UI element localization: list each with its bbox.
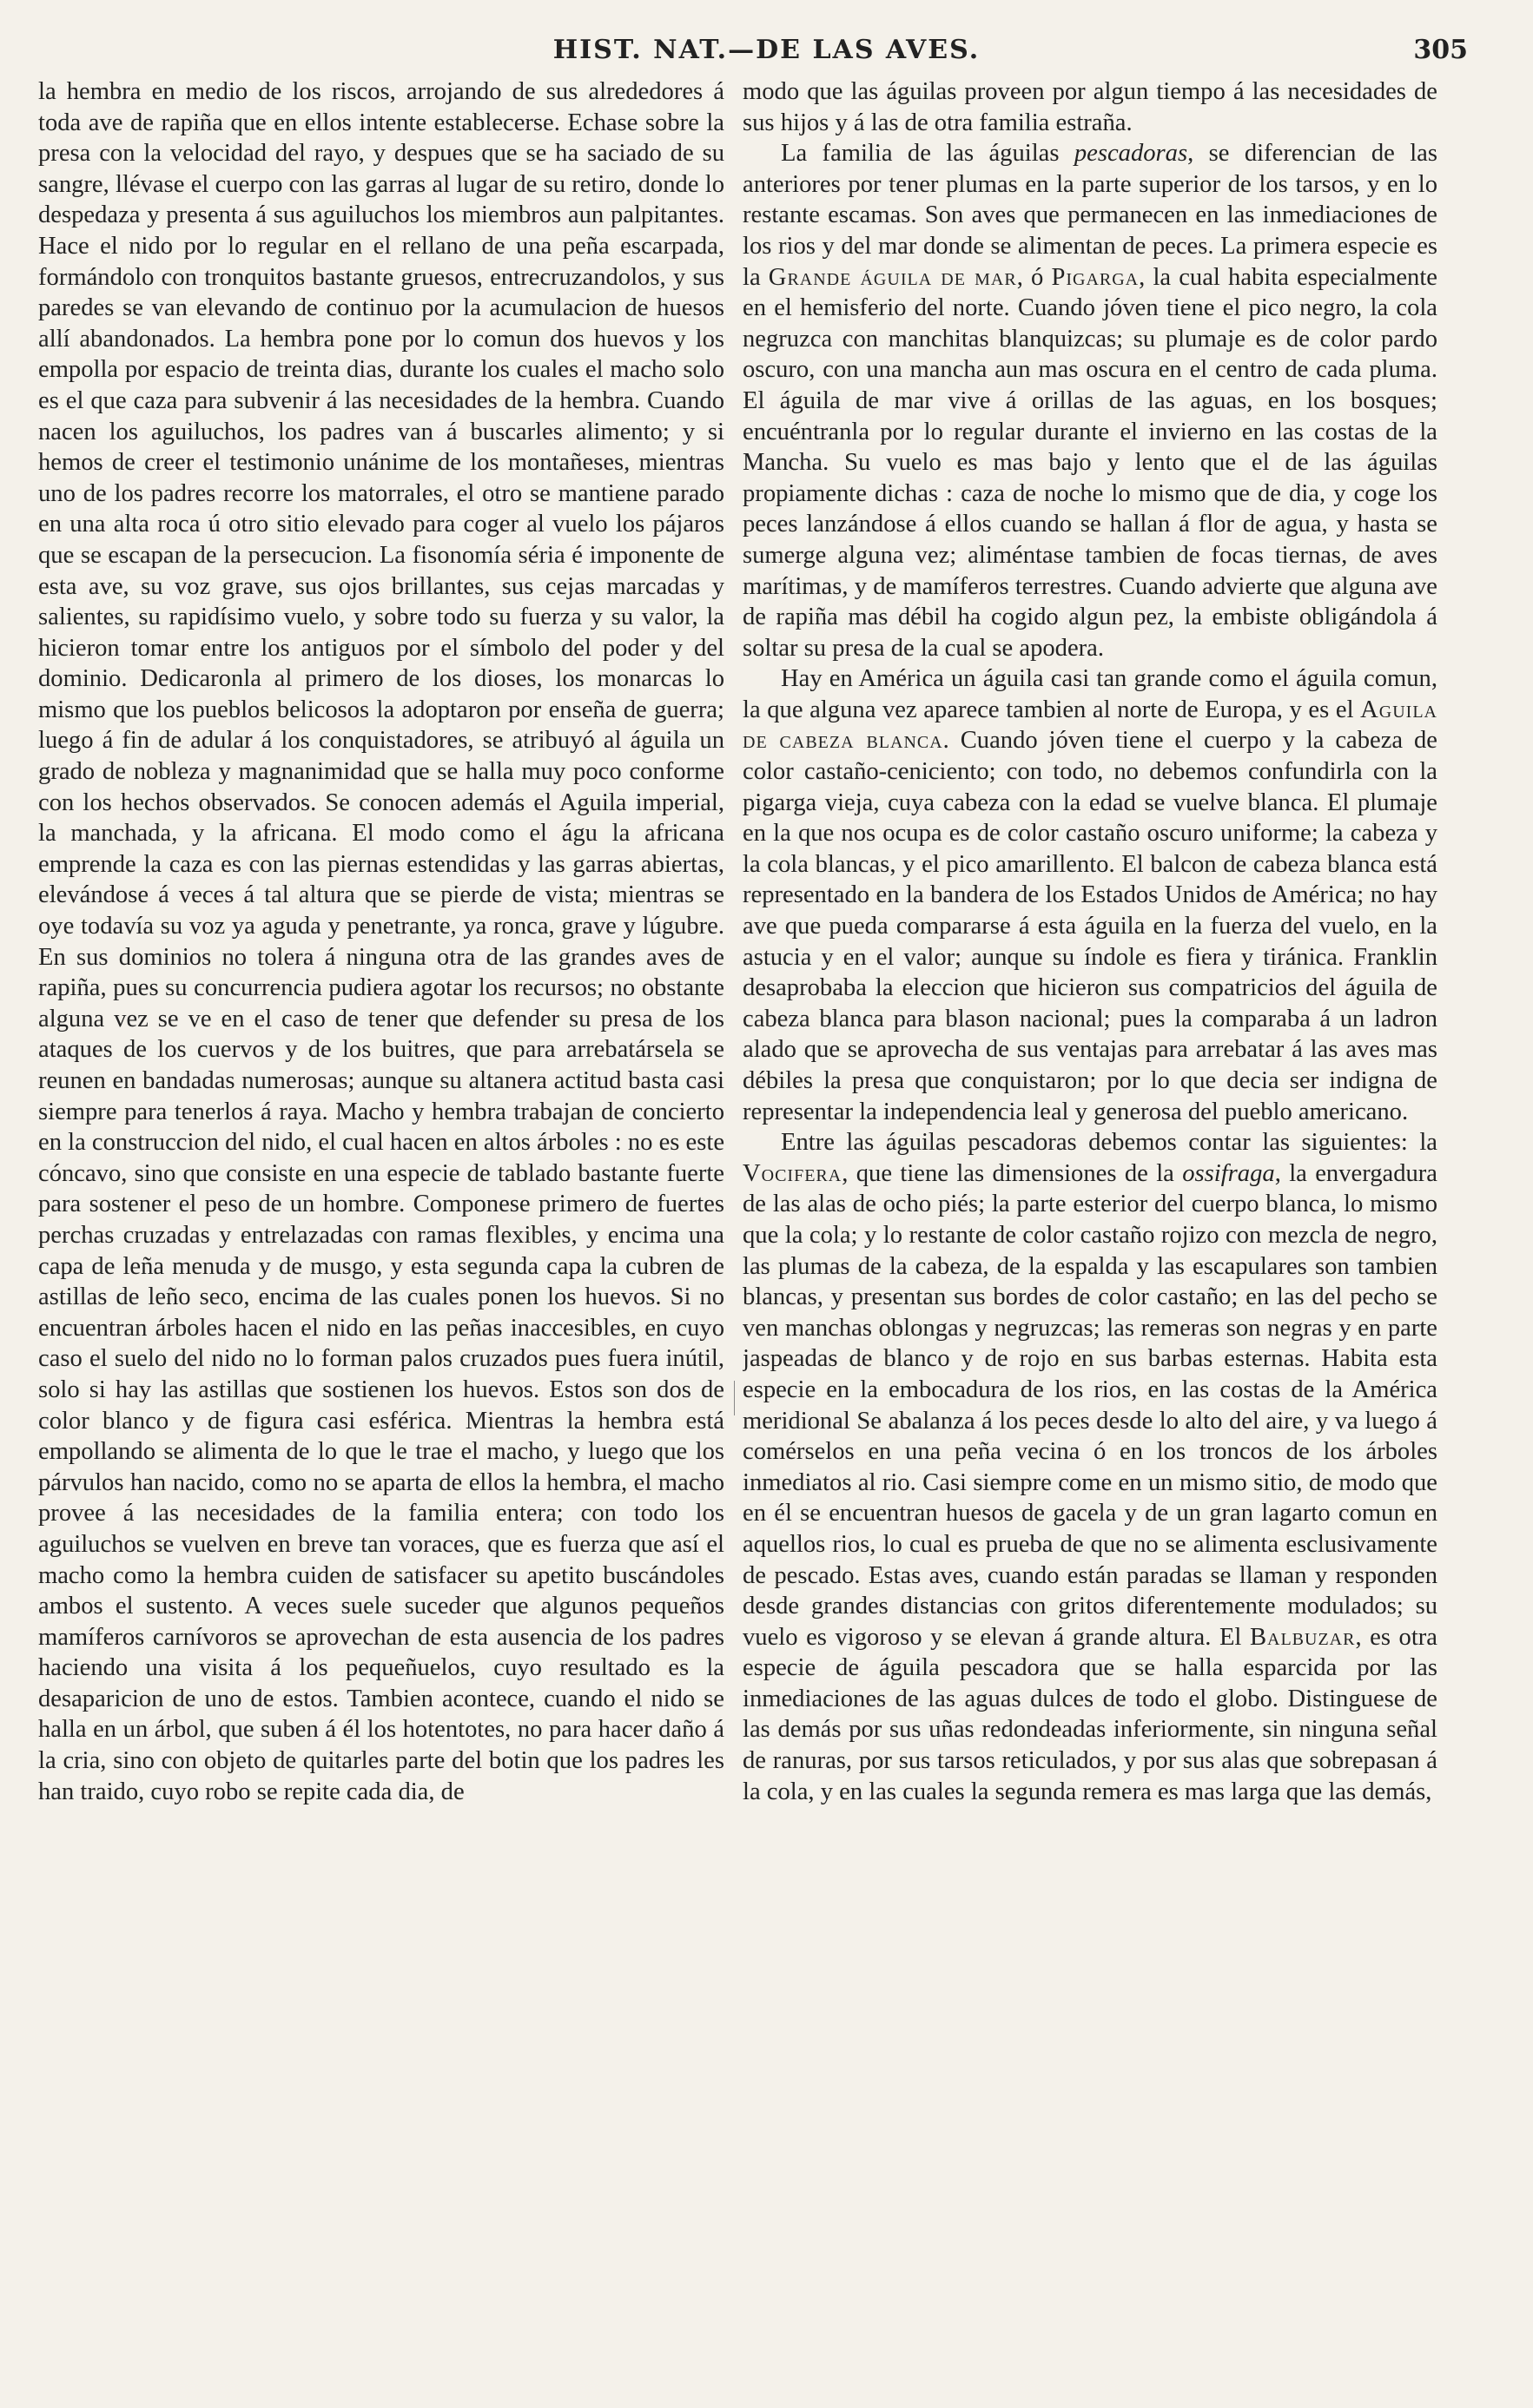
- species-name: Vocifera: [743, 1159, 842, 1187]
- species-name: Grande águila de mar: [768, 263, 1017, 291]
- text-run: Hay en América un águila casi tan grande como el águila comun, la que alguna vez aparece tambien al norte de Europa, y es el: [743, 665, 1437, 723]
- text-run: , es otra especie de águila pescadora que se halla esparcida por las inmediaciones de las aguas dulces de todo el globo. Distinguese de las demás por sus uñas redondeadas inferiormente, sin ninguna señal de ranuras, por sus tarsos reticulados, y por sus alas que sobrepasan á la cola, y en las cuales la segunda remera es mas larga que las demás,: [743, 1623, 1437, 1805]
- right-column: [743, 76, 1437, 2378]
- species-name: Balbuzar: [1249, 1623, 1356, 1651]
- text-run: , ó: [1016, 263, 1052, 291]
- species-name: Pigarga: [1051, 263, 1140, 291]
- left-column: [38, 76, 724, 2378]
- right-paragraph-2: [743, 138, 1437, 663]
- species-name: Aguila de cabeza blanca: [743, 696, 1437, 755]
- page-number: 305: [1413, 35, 1468, 65]
- right-paragraph-4: [743, 1127, 1437, 1807]
- text-run: . Cuando jóven tiene el cuerpo y la cabeza de color castaño-ceniciento; con todo, no debemos confundirla con la pigarga vieja, cuya cabeza con la edad se vuelve blanca. El plumaje en la que nos ocupa es de color castaño oscuro uniforme; la cabeza y la cola blancas, y el pico amarillento. El balcon de cabeza blanca está representado en la bandera de los Estados Unidos de América; no hay ave que pueda compararse á esta águila en la fuerza del vuelo, en la astucia y en el valor; aunque su índole es fiera y tiránica. Franklin desaprobaba la eleccion que hicieron sus compatricios del águila de cabeza blanca para blason nacional; pues la comparaba á un ladron alado que se aprovecha de sus ventajas para arrebatar á las aves mas débiles la presa que conquistaron; por lo que decia ser indigna de representar la independencia leal y generosa del pueblo americano.: [743, 727, 1437, 1125]
- right-paragraph-3: [743, 663, 1437, 1127]
- column-divider: [734, 1381, 735, 1415]
- text-run: , que tiene las dimensiones de la: [842, 1159, 1183, 1187]
- running-head: HIST. NAT.—DE LAS AVES.: [552, 35, 981, 65]
- text-run: La familia de las águilas: [781, 140, 1074, 168]
- right-paragraph-1: modo que las águilas proveen por algun tiempo á las necesidades de sus hijos y á las de otra familia estraña.: [743, 78, 1437, 136]
- text-run: , la envergadura de las alas de ocho piés; la parte esterior del cuerpo blanca, lo mismo que la cola; y lo restante de color castaño rojizo con mezcla de negro, las plumas de la cabeza, de la espalda y las escapulares son tambien blancas, y presentan sus bordes de color castaño; en las del pecho se ven manchas oblongas y negruzcas; las remeras son negras y en parte jaspeadas de blanco y de rojo en sus barbas esternas. Habita esta especie en la embocadura de los rios, en las costas de la América meridional Se abalanza á los peces desde lo alto del aire, y va luego á comérselos en una peña vecina ó en los troncos de los árboles inmediatos al rio. Casi siempre come en un mismo sitio, de modo que en él se encuentran huesos de gacela y de un gran lagarto comun en aquellos rios, lo cual es prueba de que no se alimenta esclusivamente de pescado. Estas aves, cuando están paradas se llaman y responden desde grandes distancias con gritos diferentemente modulados; su vuelo es vigoroso y se elevan á grande altura. El: [743, 1159, 1437, 1651]
- text-run: , la cual habita especialmente en el hemisferio del norte. Cuando jóven tiene el pico negro, la cola negruzca con manchitas blanquizcas; su plumaje es de color pardo oscuro, con una mancha aun mas oscura en el centro de cada pluma. El águila de mar vive á orillas de las aguas, en los bosques; encuéntranla por lo regular durante el invierno en las costas de la Mancha. Su vuelo es mas bajo y lento que el de las águilas propiamente dichas : caza de noche lo mismo que de dia, y coge los peces lanzándose á ellos cuando se hallan á flor de agua, y hasta se sumerge alguna vez; aliméntase tambien de focas tiernas, de aves marítimas, y de mamíferos terrestres. Cuando advierte que alguna ave de rapiña mas débil ha cogido algun pez, la embiste obligándola á soltar su presa de la cual se apodera.: [743, 263, 1437, 662]
- text-run: , se diferencian de las anteriores por tener plumas en la parte superior de los tarsos, y en lo restante escamas. Son aves que permanecen en las inmediaciones de los rios y del mar donde se alimentan de peces. La primera especie es la: [743, 140, 1437, 291]
- italic-term: pescadoras: [1074, 140, 1188, 168]
- left-paragraph-1: la hembra en medio de los riscos, arrojando de sus alrededores á toda ave de rapiña que en ellos intente establecerse. Echase sobre la presa con la velocidad del rayo, y despues que se ha saciado de su sangre, llévase el cuerpo con las garras al lugar de su retiro, donde lo despedaza y presenta á sus aguiluchos los miembros aun palpitantes. Hace el nido por lo regular en el rellano de una peña escarpada, formándolo con tronquitos bastante gruesos, entrecruzandolos, y sus paredes se van elevando de continuo por la acumulacion de huesos allí abandonados. La hembra pone por lo comun dos huevos y los empolla por espacio de treinta dias, durante los cuales el macho solo es el que caza para subvenir á las necesidades de la hembra. Cuando nacen los aguiluchos, los padres van á buscarles alimento; y si hemos de creer el testimonio unánime de los montañeses, mientras uno de los padres recorre los matorrales, el otro se mantiene parado en una alta roca ú otro sitio elevado para coger al vuelo los pájaros que se escapan de la persecucion. La fisonomía séria é imponente de esta ave, su voz grave, sus ojos brillantes, sus cejas marcadas y salientes, su rapidísimo vuelo, y sobre todo su fuerza y su valor, la hicieron tomar entre los antiguos por el símbolo del poder y del dominio. Dedicaronla al primero de los dioses, los monarcas lo mismo que los pueblos belicosos la adoptaron por enseña de guerra; luego á fin de adular á los conquistadores, se atribuyó al águila un grado de nobleza y magnanimidad que se halla muy poco conforme con los hechos observados. Se conocen además el Aguila imperial, la manchada, y la africana. El modo como el águ la africana emprende la caza es con las piernas estendidas y las garras abiertas, elevándose á veces á tal altura que se pierde de vista; mientras se oye todavía su voz ya aguda y penetrante, ya ronca, grave y lúgubre. En sus dominios no tolera á ninguna otra de las grandes aves de rapiña, pues su concurrencia pudiera agotar los recursos; no obstante alguna vez se ve en el caso de tener que defender su presa de los ataques de los cuervos y de los buitres, que para arrebatársela se reunen en bandadas numerosas; aunque su altanera actitud basta casi siempre para tenerlos á raya. Macho y hembra trabajan de concierto en la construccion del nido, el cual hacen en altos árboles : no es este cóncavo, sino que consiste en una especie de tablado bastante fuerte para sostener el peso de un hombre. Componese primero de fuertes perchas cruzadas y entrelazadas con ramas flexibles, y encima una capa de leña menuda y de musgo, y esta segunda capa la cubren de astillas de leño seco, encima de las cuales ponen los huevos. Si no encuentran árboles hacen el nido en las peñas inaccesibles, en cuyo caso el suelo del nido no lo forman palos cruzados pues fuera inútil, solo si hay las astillas que sostienen los huevos. Estos son dos de color blanco y de figura casi esférica. Mientras la hembra está empollando se alimenta de lo que le trae el macho, y luego que los párvulos han nacido, como no se aparta de ellos la hembra, el macho provee á las necesidades de la familia entera; con todo los aguiluchos se vuelven en breve tan voraces, que es fuerza que así el macho como la hembra cuiden de satisfacer su apetito buscándoles ambos el sustento. A veces suele suceder que algunos pequeños mamíferos carnívoros se aprovechan de esta ausencia de los padres haciendo una visita á los pequeñuelos, cuyo resultado es la desaparicion de uno de estos. Tambien acontece, cuando el nido se halla en un árbol, que suben á él los hotentotes, no para hacer daño á la cria, sino con objeto de quitarles parte del botin que los padres les han traido, cuyo robo se repite cada dia, de: [38, 78, 724, 1805]
- italic-term: ossifraga: [1182, 1159, 1275, 1187]
- text-run: Entre las águilas pescadoras debemos contar las siguientes: la: [781, 1129, 1437, 1157]
- page-header: [0, 35, 1533, 78]
